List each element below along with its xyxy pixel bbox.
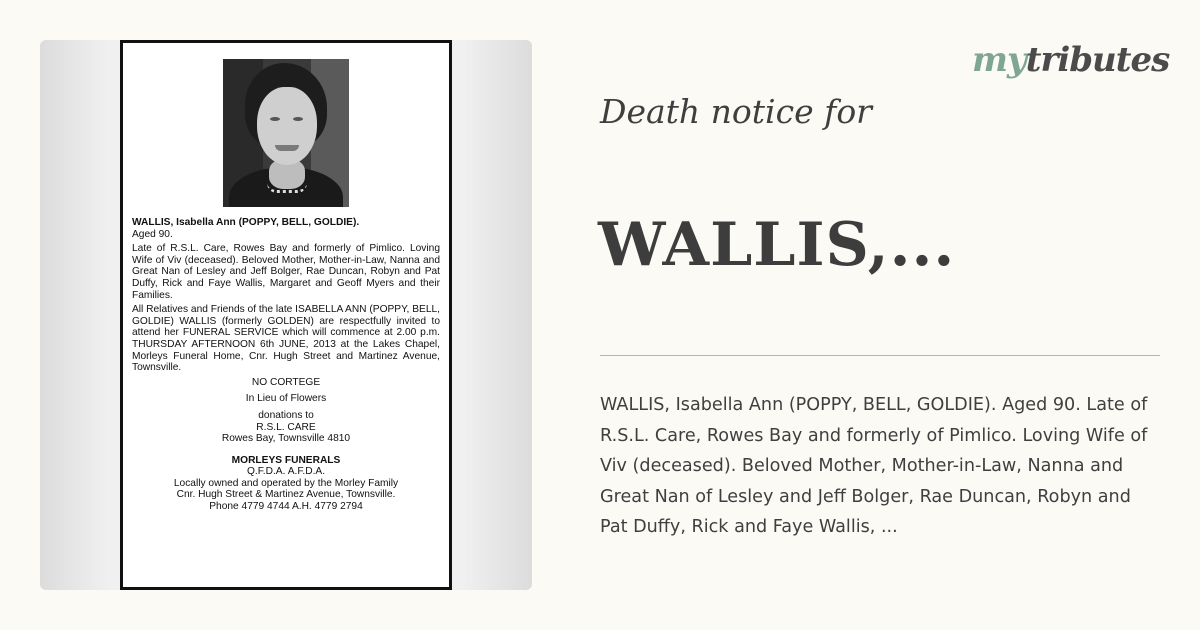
notice-lieu: In Lieu of Flowers xyxy=(245,393,327,405)
notice-paragraph-1: Late of R.S.L. Care, Rowes Bay and formerly of Pimlico. Loving Wife of Viv (deceased). Beloved Mother, Mother-in-Law, Nanna and Great Nan of Lesley and Jeff Bolger, Rae Duncan, Robyn and Pat Duffy, Rick and Faye Wallis, Margaret and Geoff Myers and their Families. xyxy=(132,243,440,301)
notice-rsl-address: Rowes Bay, Townsville 4810 xyxy=(221,433,351,445)
notice-title: WALLIS, Isabella Ann (POPPY, BELL, GOLDIE). xyxy=(132,217,360,228)
notice-excerpt: WALLIS, Isabella Ann (POPPY, BELL, GOLDIE). Aged 90. Late of R.S.L. Care, Rowes Bay and formerly of Pimlico. Loving Wife of Viv (deceased). Beloved Mother, Mother-in-Law, Nanna and Great Nan of Lesley and Jeff Bolger, Rae Duncan, Robyn and Pat Duffy, Rick and Faye Wallis, ... xyxy=(600,395,1148,537)
death-notice-clipping xyxy=(120,40,452,590)
logo-part-tributes: tributes xyxy=(1025,40,1170,80)
logo-part-my: my xyxy=(972,40,1026,80)
notice-aged: Aged 90. xyxy=(132,228,173,240)
notice-rsl: R.S.L. CARE xyxy=(256,421,316,433)
notice-funeral-name: MORLEYS FUNERALS xyxy=(231,454,341,466)
mytributes-logo[interactable] xyxy=(972,40,1170,80)
portrait-photo xyxy=(223,59,349,207)
deceased-name: WALLIS,... xyxy=(598,210,956,280)
notice-paragraph-2: All Relatives and Friends of the late ISABELLA ANN (POPPY, BELL, GOLDIE) WALLIS (formerly GOLDEN) are respectfully invited to attend her FUNERAL SERVICE which will commence at 2.00 p.m. THURSDAY AFTERNOON 6th JUNE, 2013 at the Lakes Chapel, Morleys Funeral Home, Cnr. Hugh Street and Martinez Avenue, Townsville. xyxy=(132,304,440,374)
page-heading: Death notice for xyxy=(600,92,872,131)
notice-owned: Locally owned and operated by the Morley Family xyxy=(173,477,399,489)
notice-donations: donations to xyxy=(258,409,314,421)
notice-no-cortege: NO CORTEGE xyxy=(251,376,321,388)
notice-image-panel xyxy=(40,40,532,590)
divider xyxy=(600,355,1160,356)
notice-address: Cnr. Hugh Street & Martinez Avenue, Townsville. xyxy=(176,489,396,501)
notice-qualifications: Q.F.D.A. A.F.D.A. xyxy=(246,466,326,478)
notice-phone: Phone 4779 4744 A.H. 4779 2794 xyxy=(209,501,363,513)
